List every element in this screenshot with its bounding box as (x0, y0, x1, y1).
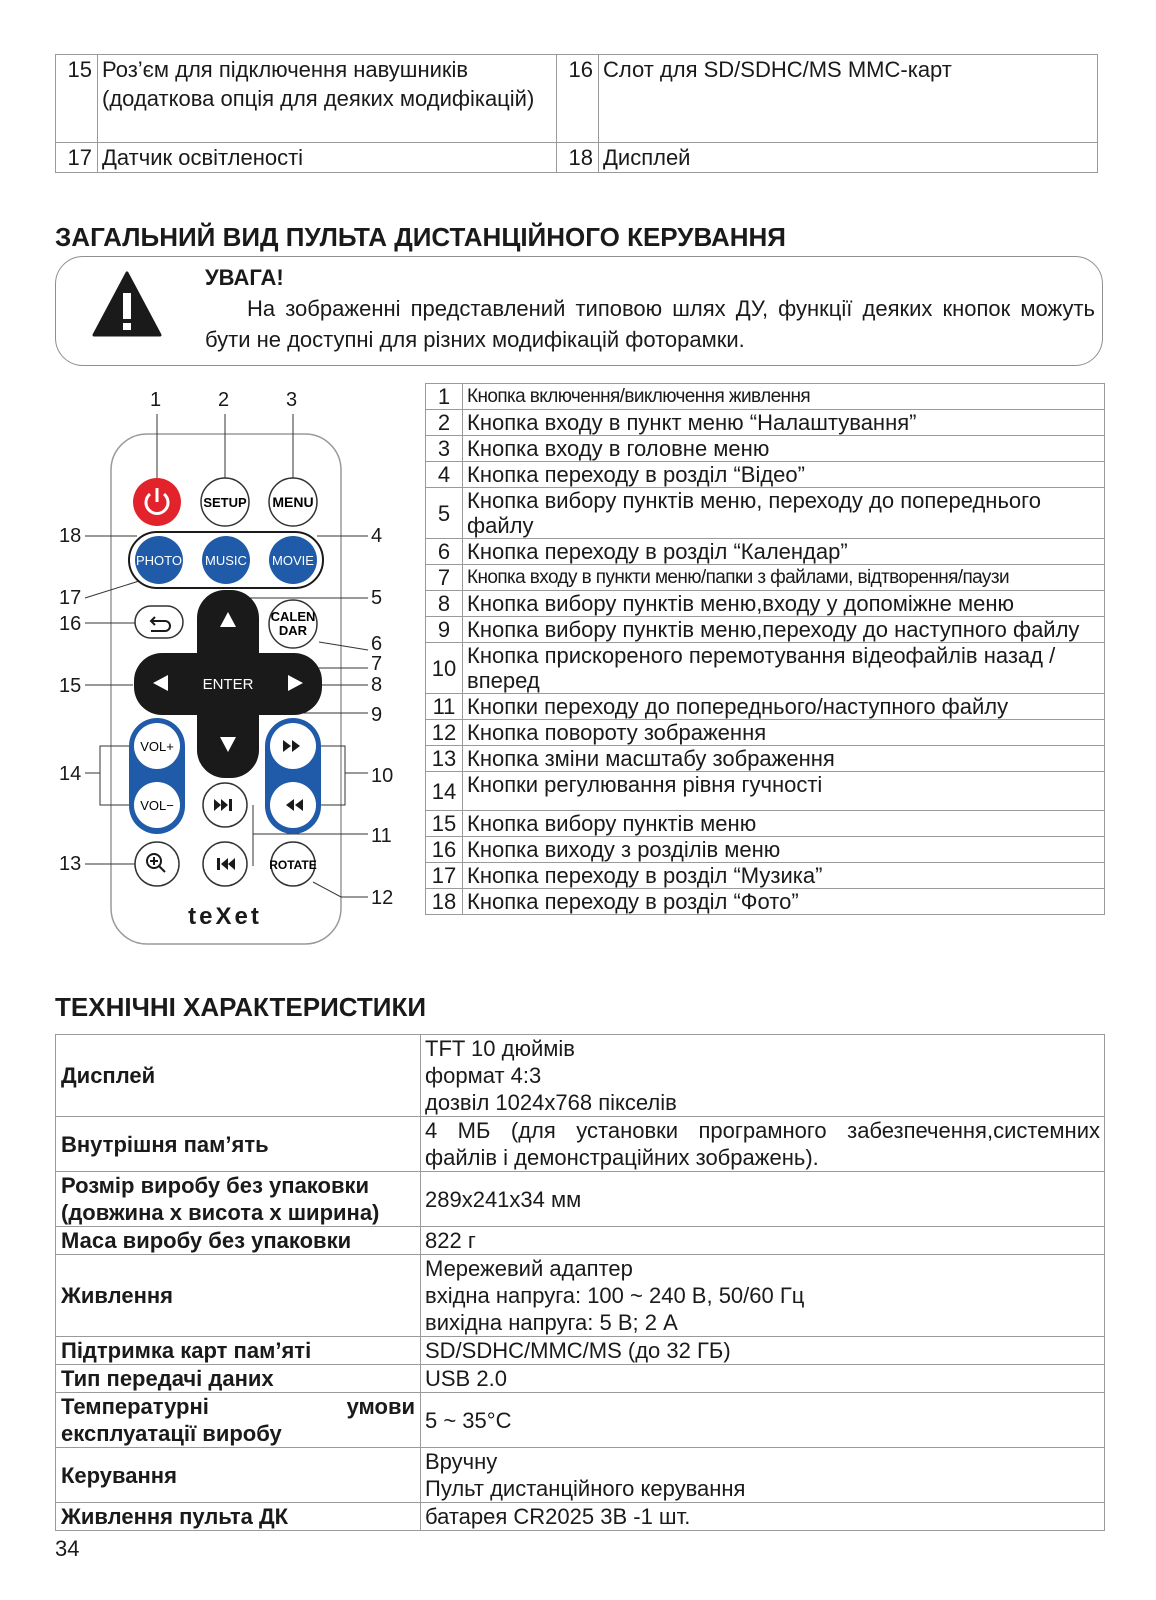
callout-number: 3 (286, 392, 298, 411)
spec-label (56, 1227, 421, 1255)
spec-value-line: батарея CR2025 3В -1 шт. (425, 1504, 691, 1529)
components-table (55, 54, 1098, 173)
spec-label-text: Живлення пульта ДК (61, 1504, 289, 1529)
rotate-label: ROTATE (269, 858, 317, 872)
section-heading-remote: ЗАГАЛЬНИЙ ВИД ПУЛЬТА ДИСТАНЦІЙНОГО КЕРУВАННЯ (55, 222, 786, 252)
spec-label-text: Розмір виробу без упаковки (довжина x висота x ширина) (61, 1173, 380, 1225)
legend-row (426, 539, 1105, 565)
legend-row (426, 746, 1105, 772)
callout-number: 18 (59, 525, 82, 547)
legend-row (426, 837, 1105, 863)
menu-label: MENU (272, 494, 314, 510)
spec-value (421, 1337, 1105, 1365)
legend-row (426, 462, 1105, 488)
spec-value-line: 4 МБ (для установки програмного забезпечення,системних файлів і демонстраційних зображень). (425, 1118, 1100, 1170)
spec-label (56, 1393, 421, 1448)
legend-row (426, 436, 1105, 462)
legend-row (426, 694, 1105, 720)
callout-number: 2 (218, 392, 230, 411)
legend-description: Кнопка переходу в розділ “Фото” (463, 889, 1105, 915)
legend-description: Кнопка входу в пункти меню/папки з файлами, відтворення/паузи (463, 565, 1105, 591)
warning-text: На зображенні представлений типовою шлях ДУ, функції деяких кнопок можуть бути не доступні для різних модифікацій фоторамки. (205, 296, 1095, 352)
callout-number: 7 (371, 653, 383, 675)
photo-label: PHOTO (136, 553, 182, 568)
legend-description: Кнопки регулювання рівня гучності (463, 772, 1105, 811)
movie-label: MOVIE (272, 553, 314, 568)
callout-number: 8 (371, 674, 383, 696)
legend-number: 2 (426, 410, 463, 436)
legend-number: 8 (426, 591, 463, 617)
spec-value-line: Мережевий адаптер (425, 1256, 633, 1281)
zoom-button (135, 842, 179, 886)
spec-label-text: Дисплей (61, 1063, 156, 1088)
legend-description: Кнопка вибору пунктів меню,входу у допоміжне меню (463, 591, 1105, 617)
spec-row (56, 1503, 1105, 1531)
legend-description: Кнопка переходу в розділ “Відео” (463, 462, 1105, 488)
legend-number: 4 (426, 462, 463, 488)
callout-number: 10 (371, 765, 394, 787)
spec-label-text: Внутрішня пам’ять (61, 1131, 269, 1157)
music-label: MUSIC (205, 553, 247, 568)
legend-number: 9 (426, 617, 463, 643)
legend-description: Кнопка виходу з розділів меню (463, 837, 1105, 863)
item-number: 15 (56, 55, 98, 143)
spec-label-text: Підтримка карт пам’яті (61, 1338, 312, 1363)
legend-row (426, 863, 1105, 889)
spec-label-text: Температурні умови експлуатації виробу (61, 1394, 415, 1446)
calendar-label-bottom: DAR (278, 623, 308, 638)
spec-value-line: SD/SDHC/MMC/MS (до 32 ГБ) (425, 1338, 731, 1363)
legend-row (426, 772, 1105, 811)
legend-row (426, 384, 1105, 410)
spec-value-line: Вручну (425, 1449, 498, 1474)
legend-number: 3 (426, 436, 463, 462)
legend-description: Кнопка переходу в розділ “Музика” (463, 863, 1105, 889)
legend-number: 11 (426, 694, 463, 720)
callout-number: 17 (59, 587, 82, 609)
spec-label-text: Керування (61, 1462, 177, 1488)
legend-description: Кнопка прискореного перемотування відеофайлів назад / вперед (463, 643, 1105, 694)
spec-row (56, 1035, 1105, 1117)
spec-row (56, 1448, 1105, 1503)
warning-triangle-icon (92, 271, 162, 337)
spec-label-text: Тип передачі даних (61, 1366, 274, 1391)
legend-row (426, 410, 1105, 436)
item-description: Датчик освітленості (98, 143, 557, 173)
volume-down-label: VOL− (140, 798, 174, 813)
spec-label-text: Маса виробу без упаковки (61, 1228, 352, 1253)
spec-value-line: TFT 10 дюймів (425, 1036, 575, 1061)
remote-control-illustration (55, 392, 415, 952)
legend-row (426, 643, 1105, 694)
legend-row (426, 565, 1105, 591)
spec-label (56, 1365, 421, 1393)
table-row (56, 55, 1098, 143)
spec-value-line: дозвіл 1024x768 пікселів (425, 1090, 677, 1115)
legend-number: 6 (426, 539, 463, 565)
legend-description: Кнопка включення/виключення живлення (463, 384, 1105, 410)
spec-row (56, 1393, 1105, 1448)
spec-value (421, 1448, 1105, 1503)
remote-legend-table (425, 383, 1105, 915)
spec-row (56, 1365, 1105, 1393)
spec-row (56, 1172, 1105, 1227)
legend-description: Кнопка вибору пунктів меню, переходу до попереднього файлу (463, 488, 1105, 539)
spec-label (56, 1337, 421, 1365)
spec-label (56, 1172, 421, 1227)
callout-number: 4 (371, 525, 383, 547)
spec-label (56, 1503, 421, 1531)
legend-row (426, 617, 1105, 643)
table-row (56, 143, 1098, 173)
callout-number: 11 (371, 825, 392, 847)
spec-value-line: 822 г (425, 1228, 476, 1253)
section-heading-specs: ТЕХНІЧНІ ХАРАКТЕРИСТИКИ (55, 992, 427, 1022)
spec-label-text: Живлення (61, 1283, 173, 1308)
legend-description: Кнопка вибору пунктів меню,переходу до наступного файлу (463, 617, 1105, 643)
legend-row (426, 889, 1105, 915)
legend-description: Кнопка зміни масштабу зображення (463, 746, 1105, 772)
specifications-table (55, 1034, 1105, 1531)
legend-description: Кнопка переходу в розділ “Календар” (463, 539, 1105, 565)
legend-number: 13 (426, 746, 463, 772)
callout-number: 16 (59, 613, 82, 635)
spec-value-line: вхідна напруга: 100 ~ 240 В, 50/60 Гц (425, 1283, 805, 1308)
spec-label (56, 1035, 421, 1117)
legend-number: 1 (426, 384, 463, 410)
legend-description: Кнопка входу в пункт меню “Налаштування” (463, 410, 1105, 436)
spec-value-line: USB 2.0 (425, 1366, 507, 1391)
spec-value (421, 1172, 1105, 1227)
legend-number: 7 (426, 565, 463, 591)
spec-value (421, 1117, 1105, 1172)
page-number: 34 (55, 1536, 80, 1561)
item-number: 17 (56, 143, 98, 173)
spec-label (56, 1255, 421, 1337)
legend-number: 12 (426, 720, 463, 746)
calendar-label-top: CALEN (270, 609, 316, 624)
spec-value-line: Пульт дистанційного керування (425, 1476, 746, 1501)
item-description: Роз’єм для підключення навушників (додаткова опція для деяких модифікацій) (98, 55, 557, 143)
setup-label: SETUP (203, 495, 247, 510)
spec-value (421, 1255, 1105, 1337)
item-number: 16 (557, 55, 599, 143)
legend-description: Кнопки переходу до попереднього/наступного файлу (463, 694, 1105, 720)
brand-logo: teXet (188, 903, 262, 930)
legend-number: 10 (426, 643, 463, 694)
legend-row (426, 720, 1105, 746)
legend-number: 15 (426, 811, 463, 837)
item-description: Слот для SD/SDHC/MS MMC-карт (599, 55, 1098, 143)
warning-title: УВАГА! (205, 265, 284, 290)
spec-value (421, 1227, 1105, 1255)
legend-number: 14 (426, 772, 463, 811)
callout-number: 13 (59, 853, 82, 875)
callout-number: 1 (150, 392, 162, 411)
spec-value (421, 1393, 1105, 1448)
item-number: 18 (557, 143, 599, 173)
spec-label (56, 1117, 421, 1172)
legend-row (426, 591, 1105, 617)
spec-value-line: вихідна напруга: 5 В; 2 А (425, 1310, 678, 1335)
legend-row (426, 811, 1105, 837)
spec-value-line: 5 ~ 35°C (425, 1407, 512, 1433)
callout-number: 5 (371, 587, 383, 609)
callout-number: 14 (59, 763, 82, 785)
spec-row (56, 1227, 1105, 1255)
spec-value-line: формат 4:3 (425, 1063, 542, 1088)
spec-label (56, 1448, 421, 1503)
legend-number: 5 (426, 488, 463, 539)
callout-number: 12 (371, 887, 394, 909)
spec-value-line: 289x241x34 мм (425, 1186, 582, 1212)
spec-value (421, 1035, 1105, 1117)
item-description: Дисплей (599, 143, 1098, 173)
spec-row (56, 1337, 1105, 1365)
legend-description: Кнопка вибору пунктів меню (463, 811, 1105, 837)
legend-number: 17 (426, 863, 463, 889)
callout-number: 9 (371, 704, 383, 726)
legend-number: 18 (426, 889, 463, 915)
callout-number: 15 (59, 675, 82, 697)
spec-value (421, 1365, 1105, 1393)
spec-value (421, 1503, 1105, 1531)
spec-row (56, 1117, 1105, 1172)
volume-up-label: VOL+ (140, 739, 174, 754)
legend-description: Кнопка повороту зображення (463, 720, 1105, 746)
enter-label: ENTER (202, 676, 254, 693)
legend-number: 16 (426, 837, 463, 863)
legend-row (426, 488, 1105, 539)
warning-box (55, 256, 1103, 366)
spec-row (56, 1255, 1105, 1337)
callout-number: 6 (371, 633, 383, 655)
legend-description: Кнопка входу в головне меню (463, 436, 1105, 462)
